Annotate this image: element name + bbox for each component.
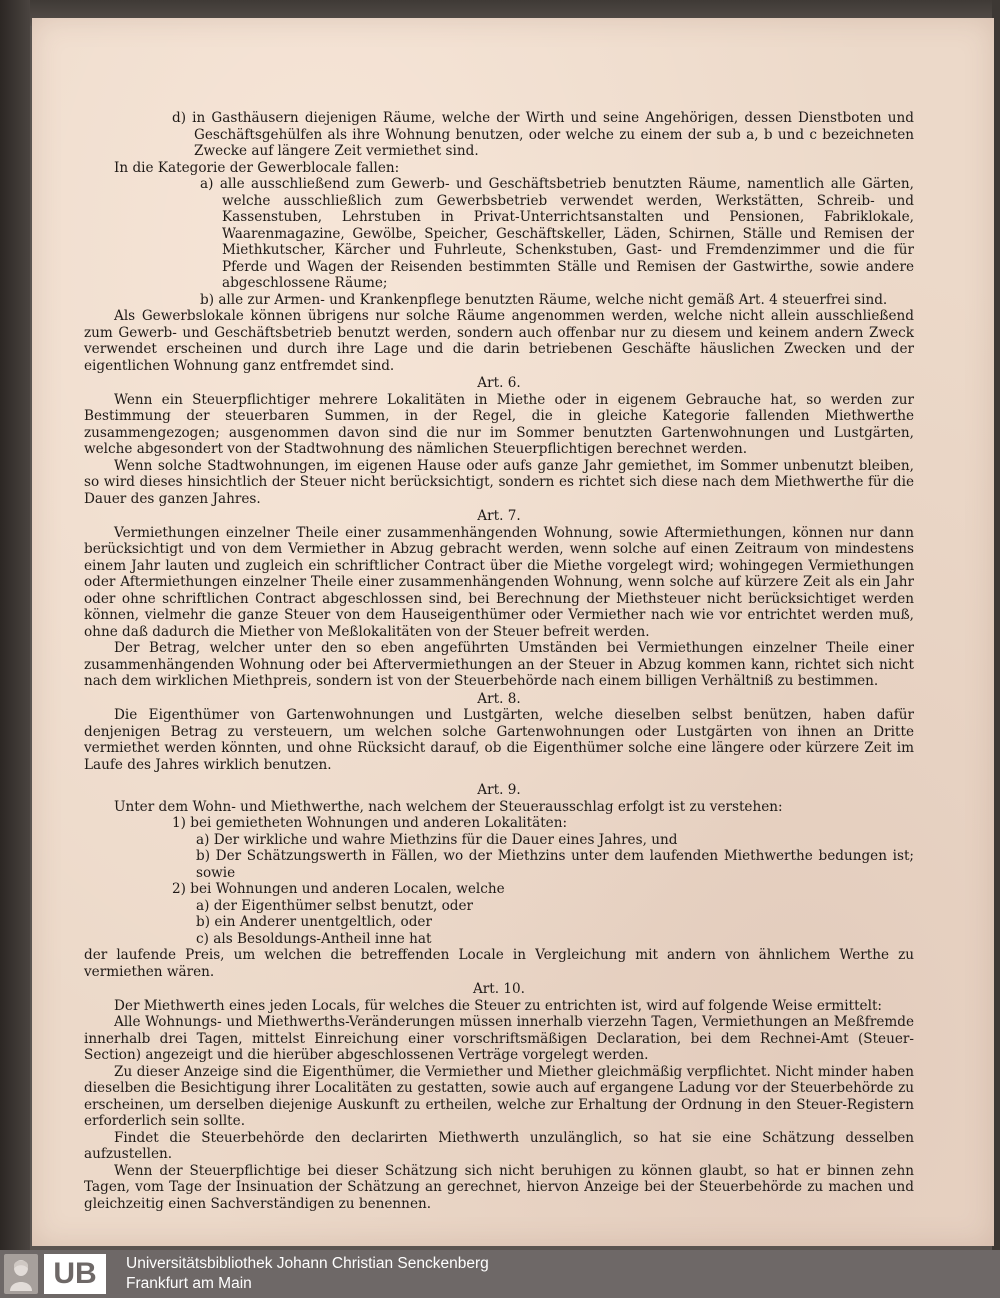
ub-logo	[4, 1254, 118, 1294]
text-paragraph: a) alle ausschließend zum Gewerb- und Geschäftsbetrieb benutzten Räume, namentlich alle Gärten, welche ausschließlich zum Gewerbsbetrieb verwendet werden, Werkstätten, Schreib- und Kassenstuben, Lehrstuben in Privat-Unterrichtsanstalten und Pensionen, Fabriklokale, Waarenmagazine, Gewölbe, Speicher, Geschäftskeller, Läden, Schirnen, Ställe und Remisen der Miethkutscher, Kärcher und Fuhrleute, Schenkstuben, Gast- und Fremdenzimmer und die für Pferde und Wagen der Reisenden bestimmten Ställe und Remisen der Gastwirthe, sowie andere abgeschlossene Räume;	[200, 176, 914, 291]
text-paragraph: Findet die Steuerbehörde den declarirten Miethwerth unzulänglich, so hat sie eine Schätzung desselben aufzustellen.	[84, 1129, 914, 1162]
article-heading: Art. 10.	[472, 981, 526, 997]
text-paragraph: Die Eigenthümer von Gartenwohnungen und Lustgärten, welche dieselben selbst benützen, haben dafür denjenigen Betrag zu versteuern, um welchen solche Gartenwohnungen oder Lustgärten von ihnen an Dritte vermiethet werden könnten, und ohne Rücksicht darauf, ob die Eigenthümer solche eine längere oder kürzere Zeit im Laufe des Jahres wirklich benutzen.	[84, 707, 914, 773]
text-paragraph: 1) bei gemietheten Wohnungen und anderen Lokalitäten:	[172, 815, 568, 831]
document-text	[84, 110, 914, 1212]
text-paragraph: a) der Eigenthümer selbst benutzt, oder	[196, 897, 474, 914]
article-heading: Art. 9.	[477, 782, 521, 798]
article-heading: Art. 7.	[477, 508, 521, 524]
spacer	[84, 773, 914, 781]
text-paragraph: Wenn der Steuerpflichtige bei dieser Schätzung sich nicht beruhigen zu können glaubt, so hat er binnen zehn Tagen, vom Tage der Insinuation der Schätzung an gerechnet, hiervon Anzeige bei der Steuerbehörde zu machen und gleichzeitig einen Sachverständigen zu benennen.	[84, 1162, 914, 1212]
library-name: Universitätsbibliothek Johann Christian Senckenberg	[126, 1255, 489, 1272]
text-paragraph: 2) bei Wohnungen und anderen Localen, welche	[172, 881, 505, 897]
text-paragraph: b) ein Anderer unentgeltlich, oder	[196, 914, 432, 930]
text-paragraph: a) Der wirkliche und wahre Miethzins für die Dauer eines Jahres, und	[196, 831, 678, 848]
text-paragraph: Unter dem Wohn- und Miethwerthe, nach welchem der Steuerausschlag erfolgt ist zu verstehen:	[114, 798, 783, 815]
text-paragraph: Wenn ein Steuerpflichtiger mehrere Lokalitäten in Miethe oder in eigenem Gebrauche hat, so werden zur Bestimmung der steuerbaren Summen, in der Regel, die in gleiche Kategorie fallenden Miethwerthe zusammengezogen; ausgenommen davon sind die nur im Sommer benutzten Gartenwohnungen und Lustgärten, welche abgesondert von der Stadtwohnung des nämlichen Steuerpflichtigen berechnet werden.	[84, 391, 914, 457]
text-paragraph: Vermiethungen einzelner Theile einer zusammenhängenden Wohnung, sowie Aftermiethungen, können nur dann berücksichtigt und von dem Vermiether in Abzug gebracht werden, wenn solche auf einen Zeitraum von mindestens einem Jahr lauten und zugleich ein schriftlicher Contract über die Miethe vorgelegt wird; wohingegen Vermiethungen oder Aftermiethungen einzelner Theile einer zusammenhängenden Wohnung, wenn solche auf kürzere Zeit als ein Jahr oder ohne schriftlichen Contract abgeschlossen sind, bei Berechnung der Miethsteuer nicht berücksichtiget werden können, vielmehr die ganze Steuer von dem Hauseigenthümer oder Vermiether nach wie vor entrichtet werden muß, ohne daß dadurch die Miether von Meßlokalitäten von der Steuer befreit werden.	[84, 524, 914, 640]
scan-frame-left	[0, 0, 30, 1250]
text-paragraph: In die Kategorie der Gewerblocale fallen:	[114, 159, 400, 176]
text-paragraph: Alle Wohnungs- und Miethwerths-Veränderungen müssen innerhalb vierzehn Tagen, Vermiethungen an Meßfremde innerhalb drei Tagen, mittelst Einreichung einer vorschriftsmäßigen Declaration, bei dem Rechnei-Amt (Steuer-Section) angezeigt und die hierüber abgeschlossenen Verträge vorgelegt werden.	[84, 1014, 914, 1063]
text-paragraph: Der Miethwerth eines jeden Locals, für welches die Steuer zu entrichten ist, wird auf folgende Weise ermittelt:	[114, 997, 882, 1014]
text-paragraph: der laufende Preis, um welchen die betreffenden Locale in Vergleichung mit andern von ähnlichem Werthe zu vermiethen wären.	[84, 947, 914, 980]
text-paragraph: b) Der Schätzungswerth in Fällen, wo der Miethzins unter dem laufenden Miethwerthe bedungen ist; sowie	[196, 848, 914, 881]
senckenberg-portrait-icon	[4, 1254, 38, 1294]
text-paragraph: Der Betrag, welcher unter den so eben angeführten Umständen bei Vermiethungen einzelner Theile einer zusammenhängenden Wohnung oder bei Aftervermiethungen an der Steuer in Abzug kommen kann, richtet sich nicht nach dem wirklichen Miethpreis, sondern ist von der Steuerbehörde nach einem billigen Verhältniß zu bestimmen.	[84, 640, 914, 689]
text-paragraph: Als Gewerbslokale können übrigens nur solche Räume angenommen werden, welche nicht allein ausschließend zum Gewerb- und Geschäftsbetrieb benutzt werden, sondern auch offenbar nur zu diesem und keinem andern Zweck verwendet erscheinen und durch ihre Lage und die darin betriebenen Geschäfte häuslichen Zwecken und der eigentlichen Wohnung ganz entfremdet sind.	[84, 308, 914, 374]
article-heading: Art. 8.	[477, 690, 521, 707]
library-city: Frankfurt am Main	[126, 1275, 252, 1292]
article-heading: Art. 6.	[477, 375, 521, 391]
text-paragraph: Wenn solche Stadtwohnungen, im eigenen Hause oder aufs ganze Jahr gemiethet, im Sommer unbenutzt bleiben, so wird dieses hinsichtlich der Steuer nicht berücksichtigt, sondern es richtet sich diese nach dem Miethwerthe für die Dauer des ganzen Jahres.	[84, 457, 914, 507]
text-paragraph: b) alle zur Armen- und Krankenpflege benutzten Räume, welche nicht gemäß Art. 4 steuerfrei sind.	[200, 291, 888, 308]
text-paragraph: d) in Gasthäusern diejenigen Räume, welche der Wirth und seine Angehörigen, dessen Dienstboten und Geschäftsgehülfen als ihre Wohnung benutzen, oder welche zu einem der sub a, b und c bezeichneten Zwecke auf längere Zeit vermiethet sind.	[172, 110, 914, 159]
text-paragraph: c) als Besoldungs-Antheil inne hat	[196, 930, 432, 947]
library-footer	[0, 1250, 1000, 1298]
ub-logo-text: UB	[44, 1254, 106, 1294]
text-paragraph: Zu dieser Anzeige sind die Eigenthümer, die Vermiether und Miether gleichmäßig verpflichtet. Nicht minder haben dieselben die Besichtigung ihrer Localitäten zu gestatten, sowie auch auf ergangene Ladung vor der Steuerbehörde zu erscheinen, um derselben diejenige Auskunft zu ertheilen, welche zur Erhaltung der Ordnung in den Steuer-Registern erforderlich sein sollte.	[84, 1063, 914, 1129]
